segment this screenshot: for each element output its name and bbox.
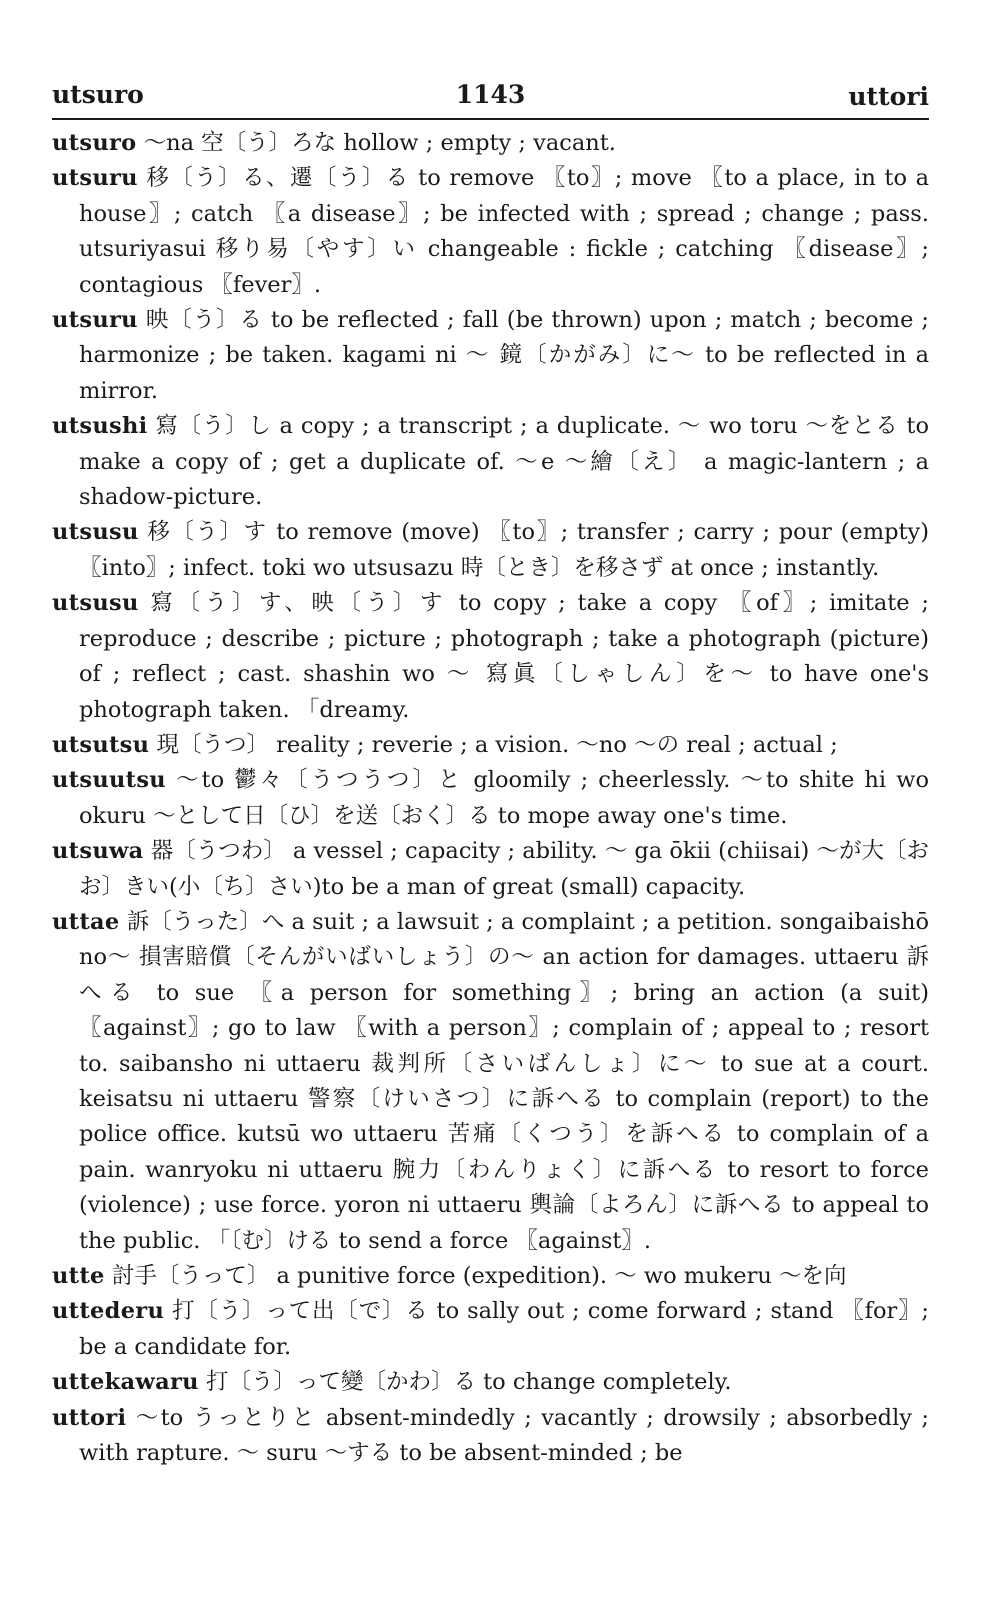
entry-headword: utsutsu (52, 731, 150, 758)
entry-definition: ～na 空〔う〕ろな hollow ; empty ; vacant. (143, 130, 616, 156)
entry-headword: uttae (52, 908, 120, 935)
entry-headword: utsuwa (52, 838, 144, 865)
entry-definition: 寫〔う〕す、映〔う〕す to copy ; take a copy 〖of〗; imitate ; reproduce ; describe ; picture ; photograph ; take a photograph (picture) of ; reflect ; cast. shashin wo ～ 寫眞〔しゃしん〕を～ to have one's photograph taken. 「dreamy. (79, 590, 929, 723)
entry-definition: 打〔う〕って變〔かわ〕る to change completely. (205, 1369, 732, 1396)
dictionary-entry (52, 1294, 929, 1365)
running-head (52, 76, 929, 116)
dictionary-entry (52, 586, 929, 728)
entry-headword: utsuru (52, 307, 138, 334)
dictionary-entry (52, 515, 929, 586)
dictionary-entry (52, 1401, 929, 1472)
dictionary-entry (52, 728, 929, 763)
entry-definition: 器〔うつわ〕 a vessel ; capacity ; ability. ～ ga ōkii (chiisai) ～が大〔おお〕きい(小〔ち〕さい)to be a man of great (small) capacity. (79, 838, 929, 900)
entry-definition: ～to 鬱々〔うつうつ〕と gloomily ; cheerlessly. ～to shite hi wo okuru ～として日〔ひ〕を送〔おく〕る to mope away one's time. (79, 767, 929, 829)
entry-headword: uttederu (52, 1298, 165, 1325)
header-rule (52, 118, 929, 120)
entry-headword: utsusu (52, 519, 139, 546)
entry-headword: utsushi (52, 413, 148, 440)
entry-headword: uttekawaru (52, 1369, 199, 1396)
entry-definition: 打〔う〕って出〔で〕る to sally out ; come forward ; stand 〖for〗; be a candidate for. (79, 1298, 929, 1360)
dictionary-entry (52, 126, 929, 161)
entry-definition: 寫〔う〕し a copy ; a transcript ; a duplicate. ～ wo toru ～をとる to make a copy of ; get a duplicate of. ～e ～繪〔え〕 a magic-lantern ; a shadow-picture. (79, 413, 929, 511)
entry-definition: ～to うっとりと absent-mindedly ; vacantly ; drowsily ; absorbedly ; with rapture. ～ suru ～する to be absent-minded ; be (79, 1404, 929, 1467)
dictionary-entry (52, 409, 929, 515)
entry-definition: 訴〔うった〕へ a suit ; a lawsuit ; a complaint ; a petition. songaibaishō no～ 損害賠償〔そんがいばいしょう〕の～ an action for damages. uttaeru 訴へる to sue 〖a person for something〗; bring an action (a suit) 〖against〗; go to law 〖with a person〗; complain of ; appeal to ; resort to. saibansho ni uttaeru 裁判所〔さいばんしょ〕に～ to sue at a court. keisatsu ni uttaeru 警察〔けいさつ〕に訴へる to complain (report) to the police office. kutsū wo uttaeru 苦痛〔くつう〕を訴へる to complain of a pain. wanryoku ni uttaeru 腕力〔わんりょく〕に訴へる to resort to force (violence) ; use force. yoron ni uttaeru 輿論〔よろん〕に訴へる to appeal to the public. 「〔む〕ける to send a force 〖against〗. (79, 908, 929, 1254)
dictionary-entry (52, 905, 929, 1259)
dictionary-entry (52, 834, 929, 905)
entry-definition: 移〔う〕す to remove (move) 〖to〗; transfer ; carry ; pour (empty) 〖into〗; infect. toki wo utsusazu 時〔とき〕を移さず at once ; instantly. (79, 519, 929, 581)
entry-definition: 現〔うつ〕 reality ; reverie ; a vision. ～no ～の real ; actual ; (156, 731, 838, 758)
entry-list (52, 126, 929, 1471)
entry-headword: utsusu (52, 590, 139, 617)
entry-headword: utsuru (52, 165, 138, 192)
page-number: 1143 (455, 80, 526, 109)
dictionary-entry (52, 161, 929, 303)
header-right-guide-word: uttori (848, 82, 929, 111)
entry-headword: utte (52, 1263, 105, 1289)
entry-definition: 移〔う〕る、遷〔う〕る to remove 〖to〗; move 〖to a place, in to a house〗; catch 〖a disease〗; be infected with ; spread ; change ; pass. utsuriyasui 移り易〔やす〕い changeable : fickle ; catching 〖disease〗; contagious 〖fever〗. (79, 165, 929, 298)
entry-definition: 討手〔うって〕 a punitive force (expedition). ～ wo mukeru ～を向 (111, 1263, 847, 1289)
dictionary-entry (52, 303, 929, 409)
entry-definition: 映〔う〕る to be reflected ; fall (be thrown) upon ; match ; become ; harmonize ; be taken. kagami ni ～ 鏡〔かがみ〕に～ to be reflected in a mirror. (79, 307, 930, 404)
entry-headword: uttori (52, 1404, 127, 1431)
dictionary-entry (52, 1259, 929, 1294)
dictionary-entry (52, 763, 929, 834)
entry-headword: utsuutsu (52, 767, 166, 794)
header-left-guide-word: utsuro (52, 80, 144, 109)
dictionary-entry (52, 1365, 929, 1400)
entry-headword: utsuro (52, 130, 137, 156)
